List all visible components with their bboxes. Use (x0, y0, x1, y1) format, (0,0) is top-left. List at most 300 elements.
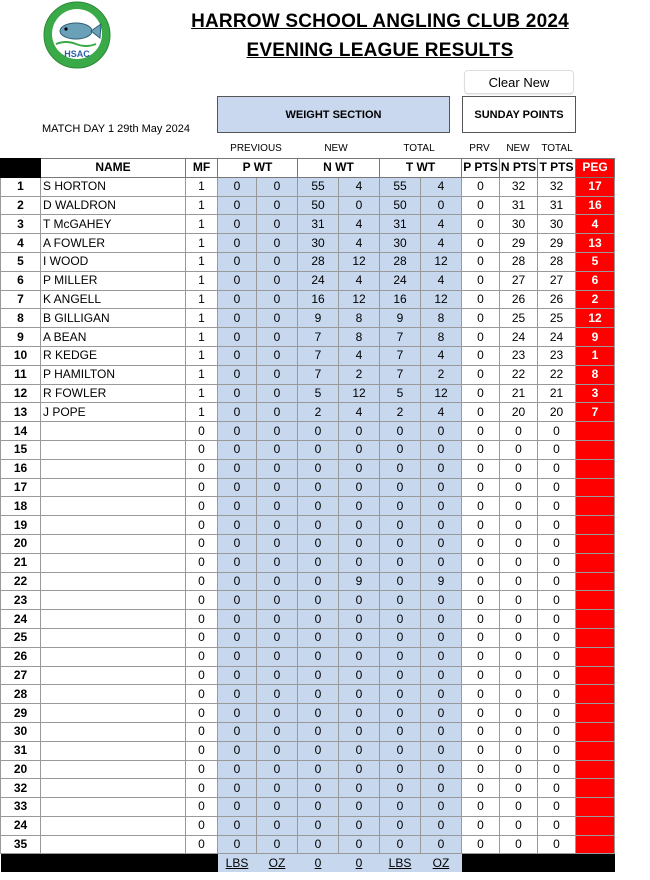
competitor-name: P HAMILTON (41, 365, 186, 384)
prev-weight-lbs: 0 (218, 346, 257, 365)
peg-number: 13 (576, 234, 615, 253)
total-weight-oz: 4 (421, 177, 462, 196)
peg-number: 17 (576, 177, 615, 196)
peg-number (576, 798, 615, 817)
total-points: 0 (538, 704, 576, 723)
peg-number (576, 440, 615, 459)
prev-weight-oz: 0 (257, 516, 298, 535)
new-weight-oz: 8 (339, 309, 380, 328)
table-row (1, 309, 615, 328)
match-fished-cell: 1 (186, 403, 218, 422)
prev-weight-oz: 0 (257, 309, 298, 328)
total-weight-lbs: 0 (380, 779, 421, 798)
prev-points: 0 (462, 252, 500, 271)
match-fished-cell: 0 (186, 553, 218, 572)
prev-weight-lbs: 0 (218, 610, 257, 629)
prev-weight-oz: 0 (257, 704, 298, 723)
new-weight-lbs: 0 (298, 478, 339, 497)
row-number: 6 (1, 271, 41, 290)
total-weight-lbs: 0 (380, 478, 421, 497)
total-points: 0 (538, 741, 576, 760)
sunday-points-label: SUNDAY POINTS (474, 108, 564, 121)
new-weight-oz: 0 (339, 196, 380, 215)
total-weight-oz: 0 (421, 666, 462, 685)
row-number: 22 (1, 572, 41, 591)
total-weight-lbs: 30 (380, 234, 421, 253)
total-points: 27 (538, 271, 576, 290)
match-fished-cell: 1 (186, 271, 218, 290)
new-weight-lbs: 5 (298, 384, 339, 403)
new-weight-oz: 12 (339, 252, 380, 271)
table-row (1, 346, 615, 365)
new-points: 29 (500, 234, 538, 253)
new-weight-oz: 0 (339, 591, 380, 610)
header-num (1, 159, 41, 178)
prev-weight-oz: 0 (257, 497, 298, 516)
footer-blank (500, 854, 538, 872)
new-points: 0 (500, 760, 538, 779)
table-row (1, 798, 615, 817)
new-weight-oz: 0 (339, 610, 380, 629)
new-weight-oz: 0 (339, 741, 380, 760)
competitor-name (41, 422, 186, 441)
row-number: 33 (1, 798, 41, 817)
table-row (1, 779, 615, 798)
table-row (1, 722, 615, 741)
table-row (1, 610, 615, 629)
prev-weight-lbs: 0 (218, 666, 257, 685)
new-weight-lbs: 55 (298, 177, 339, 196)
peg-number (576, 478, 615, 497)
match-fished-cell: 0 (186, 610, 218, 629)
prev-weight-oz: 0 (257, 628, 298, 647)
prev-weight-oz: 0 (257, 741, 298, 760)
new-weight-lbs: 2 (298, 403, 339, 422)
unit-label: LBS (380, 854, 421, 872)
new-weight-lbs: 0 (298, 647, 339, 666)
unit-label: OZ (421, 854, 462, 872)
competitor-name (41, 722, 186, 741)
new-points: 0 (500, 534, 538, 553)
peg-number: 5 (576, 252, 615, 271)
new-weight-lbs: 28 (298, 252, 339, 271)
total-points: 0 (538, 572, 576, 591)
row-number: 15 (1, 440, 41, 459)
competitor-name (41, 666, 186, 685)
competitor-name (41, 572, 186, 591)
total-weight-lbs: 0 (380, 497, 421, 516)
total-weight-oz: 0 (421, 798, 462, 817)
total-weight-lbs: 7 (380, 346, 421, 365)
new-weight-oz: 0 (339, 835, 380, 854)
weight-section-box (217, 96, 450, 133)
new-weight-lbs: 9 (298, 309, 339, 328)
prev-points: 0 (462, 196, 500, 215)
competitor-name (41, 534, 186, 553)
total-weight-lbs: 0 (380, 534, 421, 553)
total-weight-oz: 0 (421, 591, 462, 610)
peg-number (576, 666, 615, 685)
table-row (1, 591, 615, 610)
header-twt: T WT (380, 159, 462, 178)
prev-weight-lbs: 0 (218, 290, 257, 309)
prev-weight-oz: 0 (257, 666, 298, 685)
table-row (1, 704, 615, 723)
total-weight-oz: 0 (421, 760, 462, 779)
match-fished-cell: 0 (186, 704, 218, 723)
competitor-name (41, 685, 186, 704)
new-weight-lbs: 0 (298, 816, 339, 835)
new-weight-lbs: 7 (298, 365, 339, 384)
prev-weight-oz: 0 (257, 234, 298, 253)
prev-weight-lbs: 0 (218, 704, 257, 723)
row-number: 26 (1, 647, 41, 666)
total-weight-oz: 12 (421, 252, 462, 271)
header-name: NAME (41, 159, 186, 178)
club-logo (42, 0, 112, 70)
peg-number (576, 591, 615, 610)
new-points: 0 (500, 666, 538, 685)
match-fished-cell: 0 (186, 722, 218, 741)
total-weight-lbs: 0 (380, 666, 421, 685)
row-number: 8 (1, 309, 41, 328)
competitor-name: J POPE (41, 403, 186, 422)
total-weight-lbs: 0 (380, 704, 421, 723)
prev-weight-oz: 0 (257, 252, 298, 271)
prev-points: 0 (462, 309, 500, 328)
prev-weight-lbs: 0 (218, 234, 257, 253)
table-row (1, 422, 615, 441)
new-weight-lbs: 0 (298, 459, 339, 478)
total-weight-oz: 0 (421, 835, 462, 854)
unit-label: 0 (339, 854, 380, 872)
match-fished-cell: 0 (186, 685, 218, 704)
competitor-name (41, 779, 186, 798)
prev-weight-lbs: 0 (218, 722, 257, 741)
total-weight-oz: 0 (421, 422, 462, 441)
footer-blank (576, 854, 615, 872)
clear-new-button[interactable]: Clear New (464, 70, 574, 94)
header-peg: PEG (576, 159, 615, 178)
new-points: 32 (500, 177, 538, 196)
prev-weight-lbs: 0 (218, 685, 257, 704)
new-points: 0 (500, 779, 538, 798)
row-number: 2 (1, 196, 41, 215)
peg-number (576, 704, 615, 723)
match-fished-cell: 0 (186, 816, 218, 835)
new-points: 24 (500, 328, 538, 347)
new-weight-oz: 4 (339, 234, 380, 253)
total-weight-lbs: 0 (380, 440, 421, 459)
prev-points: 0 (462, 760, 500, 779)
header-ppts: P PTS (462, 159, 500, 178)
prev-weight-lbs: 0 (218, 478, 257, 497)
table-row (1, 685, 615, 704)
total-points: 32 (538, 177, 576, 196)
total-points: 0 (538, 478, 576, 497)
competitor-name: P MILLER (41, 271, 186, 290)
total-weight-lbs: 0 (380, 553, 421, 572)
total-weight-lbs: 0 (380, 610, 421, 629)
total-weight-lbs: 0 (380, 835, 421, 854)
new-weight-lbs: 0 (298, 553, 339, 572)
table-row (1, 516, 615, 535)
new-weight-lbs: 0 (298, 440, 339, 459)
competitor-name: R FOWLER (41, 384, 186, 403)
table-row (1, 328, 615, 347)
prev-weight-lbs: 0 (218, 741, 257, 760)
new-points: 0 (500, 704, 538, 723)
prev-weight-lbs: 0 (218, 459, 257, 478)
new-weight-lbs: 0 (298, 704, 339, 723)
peg-number (576, 459, 615, 478)
new-points: 0 (500, 572, 538, 591)
total-weight-oz: 0 (421, 647, 462, 666)
new-weight-lbs: 0 (298, 685, 339, 704)
match-fished-cell: 0 (186, 628, 218, 647)
prev-points: 0 (462, 591, 500, 610)
prev-weight-lbs: 0 (218, 572, 257, 591)
row-number: 30 (1, 722, 41, 741)
total-weight-lbs: 0 (380, 572, 421, 591)
new-weight-oz: 0 (339, 534, 380, 553)
weight-section-label: WEIGHT SECTION (285, 108, 382, 121)
total-points: 0 (538, 553, 576, 572)
peg-number (576, 553, 615, 572)
new-points: 26 (500, 290, 538, 309)
unit-label: 0 (298, 854, 339, 872)
group-total: TOTAL (403, 143, 435, 154)
new-points: 27 (500, 271, 538, 290)
competitor-name: B GILLIGAN (41, 309, 186, 328)
total-points: 0 (538, 835, 576, 854)
new-weight-oz: 8 (339, 328, 380, 347)
new-weight-oz: 0 (339, 553, 380, 572)
prev-weight-oz: 0 (257, 591, 298, 610)
match-fished-cell: 0 (186, 760, 218, 779)
row-number: 7 (1, 290, 41, 309)
prev-weight-oz: 0 (257, 610, 298, 629)
total-weight-oz: 0 (421, 196, 462, 215)
prev-weight-oz: 0 (257, 572, 298, 591)
total-points: 0 (538, 516, 576, 535)
new-points: 0 (500, 478, 538, 497)
new-weight-oz: 4 (339, 271, 380, 290)
total-weight-oz: 0 (421, 553, 462, 572)
prev-points: 0 (462, 534, 500, 553)
total-points: 0 (538, 497, 576, 516)
new-weight-oz: 9 (339, 572, 380, 591)
match-fished-cell: 1 (186, 196, 218, 215)
prev-weight-oz: 0 (257, 685, 298, 704)
match-fished-cell: 0 (186, 572, 218, 591)
peg-number (576, 610, 615, 629)
total-weight-oz: 4 (421, 234, 462, 253)
group-prv: PRV (469, 143, 490, 154)
peg-number: 16 (576, 196, 615, 215)
prev-weight-lbs: 0 (218, 553, 257, 572)
peg-number: 1 (576, 346, 615, 365)
total-points: 20 (538, 403, 576, 422)
row-number: 20 (1, 760, 41, 779)
match-fished-cell: 0 (186, 516, 218, 535)
row-number: 10 (1, 346, 41, 365)
logo-text: HSAC (64, 49, 90, 59)
new-points: 30 (500, 215, 538, 234)
total-points: 24 (538, 328, 576, 347)
prev-points: 0 (462, 234, 500, 253)
new-points: 0 (500, 741, 538, 760)
prev-points: 0 (462, 328, 500, 347)
new-weight-oz: 0 (339, 685, 380, 704)
total-weight-oz: 0 (421, 534, 462, 553)
new-weight-lbs: 0 (298, 422, 339, 441)
peg-number (576, 534, 615, 553)
total-weight-oz: 0 (421, 704, 462, 723)
table-row (1, 572, 615, 591)
prev-points: 0 (462, 346, 500, 365)
total-weight-oz: 2 (421, 365, 462, 384)
match-fished-cell: 1 (186, 215, 218, 234)
new-weight-lbs: 0 (298, 572, 339, 591)
total-points: 0 (538, 534, 576, 553)
total-weight-lbs: 24 (380, 271, 421, 290)
peg-number (576, 647, 615, 666)
header-row (1, 159, 615, 178)
table-row (1, 816, 615, 835)
total-weight-lbs: 0 (380, 760, 421, 779)
header-mf: MF (186, 159, 218, 178)
new-points: 0 (500, 440, 538, 459)
competitor-name: I WOOD (41, 252, 186, 271)
total-weight-lbs: 55 (380, 177, 421, 196)
table-row (1, 835, 615, 854)
new-points: 31 (500, 196, 538, 215)
total-weight-lbs: 0 (380, 422, 421, 441)
total-points: 0 (538, 722, 576, 741)
prev-points: 0 (462, 553, 500, 572)
prev-weight-oz: 0 (257, 459, 298, 478)
prev-weight-lbs: 0 (218, 422, 257, 441)
competitor-name: R KEDGE (41, 346, 186, 365)
table-row (1, 177, 615, 196)
prev-weight-oz: 0 (257, 798, 298, 817)
prev-weight-lbs: 0 (218, 196, 257, 215)
total-weight-oz: 8 (421, 309, 462, 328)
prev-points: 0 (462, 798, 500, 817)
new-weight-oz: 4 (339, 346, 380, 365)
new-weight-oz: 0 (339, 704, 380, 723)
row-number: 24 (1, 610, 41, 629)
total-weight-lbs: 0 (380, 591, 421, 610)
row-number: 4 (1, 234, 41, 253)
total-points: 0 (538, 459, 576, 478)
footer-blank (462, 854, 500, 872)
new-weight-lbs: 31 (298, 215, 339, 234)
page-subtitle: EVENING LEAGUE RESULTS (246, 40, 514, 61)
row-number: 12 (1, 384, 41, 403)
new-weight-oz: 0 (339, 760, 380, 779)
prev-weight-lbs: 0 (218, 835, 257, 854)
group-new: NEW (324, 143, 348, 154)
total-weight-oz: 0 (421, 610, 462, 629)
competitor-name (41, 478, 186, 497)
match-fished-cell: 0 (186, 440, 218, 459)
prev-weight-lbs: 0 (218, 647, 257, 666)
match-fished-cell: 1 (186, 252, 218, 271)
new-weight-lbs: 16 (298, 290, 339, 309)
prev-weight-lbs: 0 (218, 365, 257, 384)
prev-weight-oz: 0 (257, 422, 298, 441)
new-points: 0 (500, 553, 538, 572)
match-fished-cell: 1 (186, 309, 218, 328)
total-weight-oz: 9 (421, 572, 462, 591)
match-day-label: MATCH DAY 1 29th May 2024 (42, 123, 190, 135)
competitor-name (41, 760, 186, 779)
new-points: 0 (500, 610, 538, 629)
header-npts: N PTS (500, 159, 538, 178)
prev-weight-lbs: 0 (218, 628, 257, 647)
match-fished-cell: 0 (186, 459, 218, 478)
row-number: 35 (1, 835, 41, 854)
competitor-name (41, 516, 186, 535)
new-weight-lbs: 0 (298, 798, 339, 817)
prev-weight-oz: 0 (257, 440, 298, 459)
total-weight-lbs: 0 (380, 647, 421, 666)
new-weight-lbs: 0 (298, 741, 339, 760)
results-table (0, 158, 615, 872)
prev-weight-oz: 0 (257, 196, 298, 215)
prev-points: 0 (462, 403, 500, 422)
new-points: 0 (500, 722, 538, 741)
peg-number (576, 760, 615, 779)
prev-points: 0 (462, 459, 500, 478)
total-weight-lbs: 9 (380, 309, 421, 328)
prev-weight-oz: 0 (257, 290, 298, 309)
new-weight-oz: 12 (339, 290, 380, 309)
competitor-name: A BEAN (41, 328, 186, 347)
prev-weight-oz: 0 (257, 647, 298, 666)
peg-number (576, 779, 615, 798)
prev-points: 0 (462, 384, 500, 403)
prev-points: 0 (462, 722, 500, 741)
prev-weight-lbs: 0 (218, 403, 257, 422)
total-points: 31 (538, 196, 576, 215)
prev-points: 0 (462, 478, 500, 497)
total-weight-lbs: 28 (380, 252, 421, 271)
new-points: 22 (500, 365, 538, 384)
prev-points: 0 (462, 741, 500, 760)
competitor-name (41, 704, 186, 723)
peg-number (576, 685, 615, 704)
new-points: 0 (500, 685, 538, 704)
peg-number: 4 (576, 215, 615, 234)
unit-label: OZ (257, 854, 298, 872)
header-pwt: P WT (218, 159, 298, 178)
match-fished-cell: 1 (186, 384, 218, 403)
new-points: 0 (500, 459, 538, 478)
match-fished-cell: 0 (186, 591, 218, 610)
table-row (1, 234, 615, 253)
total-weight-lbs: 0 (380, 685, 421, 704)
peg-number (576, 722, 615, 741)
new-points: 0 (500, 422, 538, 441)
total-weight-oz: 0 (421, 816, 462, 835)
new-weight-oz: 4 (339, 177, 380, 196)
new-points: 25 (500, 309, 538, 328)
match-fished-cell: 1 (186, 346, 218, 365)
total-weight-oz: 0 (421, 478, 462, 497)
